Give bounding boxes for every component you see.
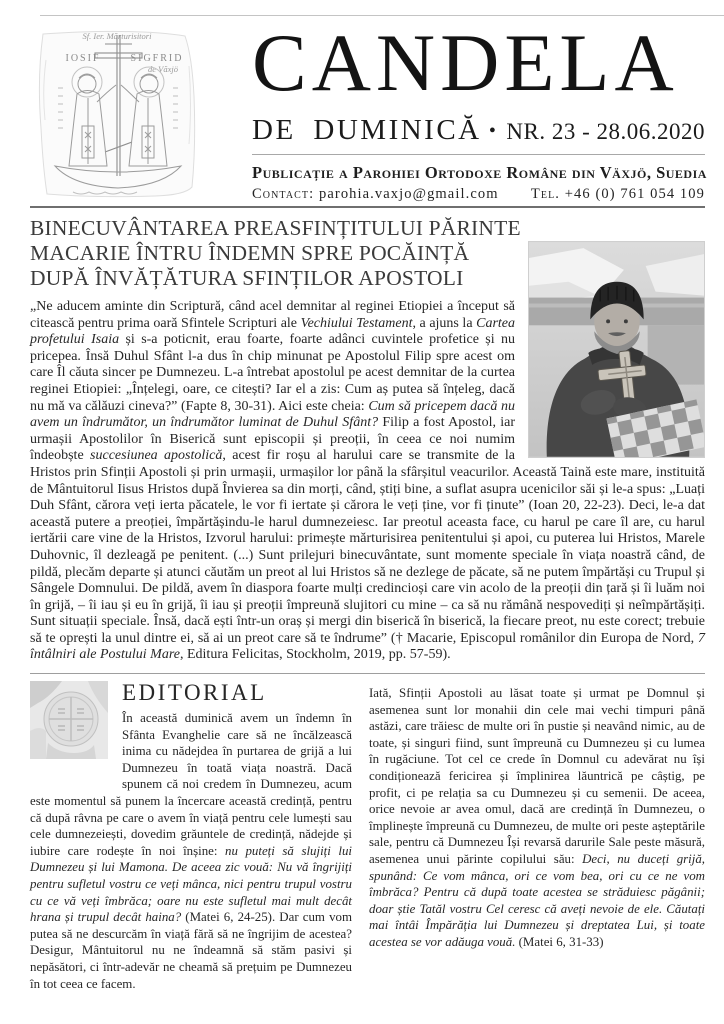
feature-headline [30, 216, 535, 291]
editorial-right-column [369, 681, 705, 992]
masthead-rule [252, 154, 705, 155]
issue-number [489, 119, 705, 145]
bullet-separator: • [488, 120, 497, 142]
logo-name-sigfrid: SIGFRID [130, 53, 184, 64]
saints-sketch-image [33, 26, 201, 200]
masthead [252, 17, 707, 203]
bishop-photo [528, 241, 705, 458]
logo-caption-under: de Văxjö [148, 64, 178, 74]
editorial-right-text: Iată, Sfinții Apostoli au lăsat toate și urmat pe Domnul și asemenea sunt lor monahii din cele mai vechi timpuri până astăzi, care trăiesc de multe ori în pustie și neavând nimic, au de toate, și singuri fiind, sunt împreună cu Dumnezeu și cu lumea în rugăciune. Tot cel ce crede în Domnul cu adevărat nu își condiționează fericirea și împlinirea lăuntrică pe câștig, pe profit, ci pe relația sa cu Dumnezeu și cu semenii. De aceea, orice nevoie ar avea omul, dacă are credință în Dumnezeu, o împlinește împreună cu Dumnezeu, de multe ori peste așteptările sale, pentru că Dumnezeu Își revarsă darurile Sale peste măsură, asemenea unui părinte copilului său: Deci, nu duceți grijă, spunând: Ce vom mânca, ori ce vom bea, ori cu ce ne vom îmbrăca? Pentru că după toate acestea se străduiesc păgânii; doar știe Tatăl vostru Cel ceresc că aveți nevoie de ele. Căutați mai întâi Împărăția lui Dumnezeu și dreptatea Lui, și toate acestea se vor adăuga vouă. (Matei 6, 31-33) [369, 686, 705, 949]
issue-text: NR. 23 - 28.06.2020 [506, 119, 705, 144]
edition-label: DE DUMINICĂ [252, 114, 482, 146]
editorial-left-text: În această duminică avem un îndemn în Sfânta Evanghelie care să ne încălzească inima cu nădejdea în purtarea de grijă a lui Dumnezeu în toată viața noastră. Dacă spunem că noi credem în Dumnezeu, acum este momentul să punem la încercare această credință, pentru că după râvna pe care o avem în viață pentru cele lumești sau cele dumnezeiești, dovedim grăuntele de credință, nădejde și iubire care rodește în noi înșine: nu puteți să slujiți lui Dumnezeu și lui Mamona. De aceea zic vouă: Nu vă îngrijiți pentru sufletul vostru ce veți mânca, nici pentru trupul vostru cu ce vă veți îmbrăca; oare nu este sufletul mai mult decât hrana și trupul decât haina? (Matei 6, 24-25). Dar cum vom putea să ne descurcăm în viață fără să ne îngrijim de acestea? Desigur, Mântuitorul nu ne îndeamnă să stăm pasivi și nepăsători, ci într-adevăr ne cheamă să prețuim pe Dumnezeu în tot ceea ce facem. [30, 711, 352, 991]
bishop-photo-image [529, 242, 704, 457]
edition-row [252, 114, 705, 147]
headline-line-3: DUPĂ ÎNVĂȚĂTURA SFINȚILOR APOSTOLI [30, 266, 464, 290]
headline-line-1: BINECUVÂNTAREA PREASFINȚITULUI PĂRINTE [30, 216, 521, 240]
publication-title: CANDELA [252, 17, 679, 108]
parish-logo [33, 26, 201, 200]
top-rule [40, 15, 724, 16]
feature-paragraph: „Ne aducem aminte din Scriptură, când acel demnitar al reginei Etiopiei a început să citească pentru prima oară Sfintele Scripturi ale Vechiului Testament, a ajuns la Cartea profetului Isaia și s-a poticnit, erau foarte, foarte adânci cuvintele profetice și nu pricepea. Însă Duhul Sfânt l-a dus în chip minunat pe Apostolul Filip spre acest om care Îl căuta sincer pe Dumnezeu. L-a întrebat apostolul pe acest demnitar de la curtea reginei Etiopiei: „Înțelegi, oare, ce citești? Iar el a zis: Cum aș putea să înțeleg, dacă nu mă va călăuzi cineva?” (Fapte 8, 30-31). Aici este cheia: Cum să pricepem dacă nu avem un îndrumător, un îndrumător luminat de Duhul Sfânt? Filip a fost Apostol, iar urmașii Apostolilor în Biserică sunt episcopii și preoții, în ceea ce noi numim îndeobște succesiunea apostolică, acest fir roșu al harului care se transmite de la Hristos prin Sfinții Apostoli și prin urmașii, urmașilor lor până la sfârșitul veacurilor. Această Taină este mare, instituită de Mântuitorul Iisus Hristos după Învierea sa din morți, când, știți bine, a suflat asupra ucenicilor săi și le-a spus: „Luați Duh Sfânt, cărora veți ierta păcatele, le vor fi iertate și cărora le veți ține, vor fi ținute” (Ioan 20, 22-23). Deci, le-a dat această putere a preoției, împărtășindu-le harul dumnezeiesc. Iar preotul aceasta face, cu harul pe care îl are, cu harul iertării care vine de la Hristos, Izvorul harului: primește mărturisirea penitentului și apoi, cu puterea lui Hristos, Marele Duhovnic, îl dezleagă pe penitent. (...) Sunt prilejuri binecuvântate, sunt momente speciale în viața noastră când, de pildă, plecăm departe și atunci căutăm un preot al lui Hristos să ne dezlege de păcate, să ne putem împărtăși cu Trupul și Sângele Domnului. De pildă, avem în diaspora foarte mulți credincioși care vin acolo de la preoții din țară și îi luăm noi în grijă, – îi iau și eu în grijă, îi iau și preoții împreună slujitori cu mine – ca să nu rămână nespovediți și neîmpărtășiți. Sunt situații speciale. Însă, dacă ești într-un oraș și mergi din biserică în biserică, la fiecare preot, nu este corect; trebuie să te oprești la unul dintre ei, să ai un preot care să te îndrume” († Macarie, Episcopul românilor din Europa de Nord, 7 întâlniri ale Postului Mare, Editura Felicitas, Stockholm, 2019, pp. 57-59). [30, 299, 705, 663]
contact-label: Contact: [252, 186, 315, 202]
prosphora-seal-photo [30, 681, 122, 778]
page-content [30, 216, 705, 992]
editorial-heading: EDITORIAL [122, 680, 267, 706]
headline-line-2: MACARIE ÎNTRU ÎNDEMN SPRE POCĂINȚĂ [30, 241, 470, 265]
logo-name-iosif: IOSIF [65, 53, 101, 64]
header-rule [30, 206, 705, 208]
editorial-left-column [30, 681, 352, 992]
contact-email [252, 186, 499, 203]
logo-caption-top: Sf. Ier. Mărturisitori [82, 31, 152, 41]
contact-phone [531, 186, 705, 203]
tel-label: Tel. [530, 186, 561, 202]
editorial-section [30, 681, 705, 992]
contact-line [252, 186, 705, 203]
email-text: parohia.vaxjo@gmail.com [319, 186, 499, 202]
publisher-line: Publicație a Parohiei Ortodoxe Române din Växjö, Suedia [252, 163, 707, 182]
prosphora-seal-image [30, 681, 108, 773]
section-divider [30, 673, 705, 674]
tel-number: +46 (0) 761 054 109 [564, 186, 705, 202]
